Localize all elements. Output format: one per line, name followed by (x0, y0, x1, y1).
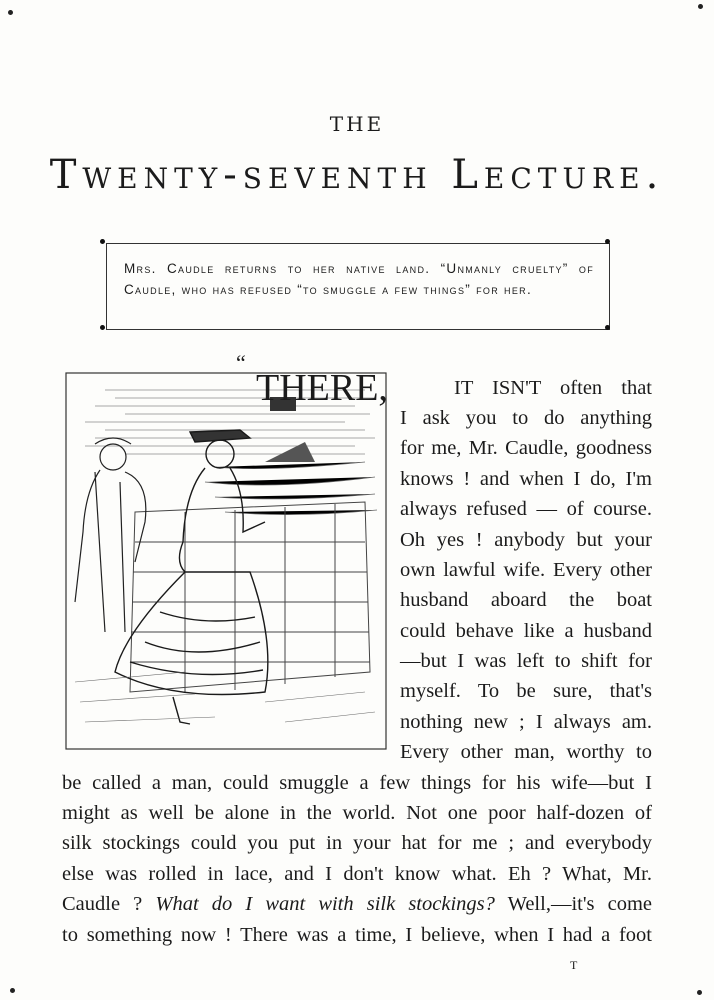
text-line: could behave like a husband (400, 620, 652, 642)
text-line: Every other man, worthy to (400, 741, 652, 763)
opening-quote: “ (236, 350, 246, 375)
text-line: to something now ! There was a time, I believe, when I had a foot (62, 924, 652, 946)
summary-corner (605, 325, 610, 330)
text-line: might as well be alone in the world. Not one poor half-dozen of (62, 802, 652, 824)
page-title: Twenty-seventh Lecture. (49, 152, 665, 198)
text-line: always refused — of course. (400, 498, 652, 520)
signature-mark: T (570, 958, 578, 972)
corner-mark (8, 10, 13, 15)
text-line: silk stockings could you put in your hat for me ; and everybody (62, 832, 652, 854)
text-line: for me, Mr. Caudle, goodness (400, 437, 652, 459)
text-line: husband aboard the boat (400, 589, 652, 611)
chapter-summary: Mrs. Caudle returns to her native land. “Unmanly cruelty” of Caudle, who has refused “to smuggle a few things” for her. (124, 261, 594, 297)
corner-mark (10, 988, 15, 993)
text-line: IT ISN'T often that (454, 377, 652, 399)
text-line: be called a man, could smuggle a few things for his wife—but I (62, 772, 652, 794)
text-line (62, 889, 652, 919)
text-line: myself. To be sure, that's (400, 680, 652, 702)
drop-cap: THERE, (256, 367, 388, 409)
summary-corner (100, 239, 105, 244)
corner-mark (698, 4, 703, 9)
italic-phrase: What do I want with silk stockings? (155, 893, 495, 915)
text-segment: Caudle ? (62, 893, 143, 915)
engraving-woman-on-ship-deck-icon (65, 372, 387, 750)
text-line: own lawful wife. Every other (400, 559, 652, 581)
heading-the: THE (329, 112, 385, 136)
summary-corner (605, 239, 610, 244)
summary-corner (100, 325, 105, 330)
text-line: nothing new ; I always am. (400, 711, 652, 733)
text-line: —but I was left to shift for (400, 650, 652, 672)
text-line: else was rolled in lace, and I don't know what. Eh ? What, Mr. (62, 863, 652, 885)
text-line: Oh yes ! anybody but your (400, 529, 652, 551)
text-line: I ask you to do anything (400, 407, 652, 429)
text-line: knows ! and when I do, I'm (400, 468, 652, 490)
text-segment: Well,—it's come (507, 893, 653, 915)
corner-mark (697, 990, 702, 995)
